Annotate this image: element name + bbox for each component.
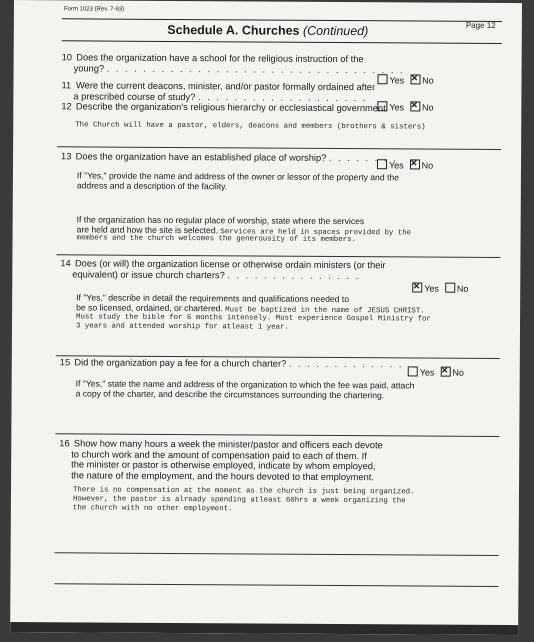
page-number: Page 12: [465, 20, 496, 30]
question-14-answers: [412, 282, 468, 293]
question-11: [61, 80, 501, 104]
schedule-title-suffix: (Continued): [302, 23, 369, 39]
question-text: to church work and the amount of compensation paid to each of them. If: [71, 448, 367, 461]
question-16-response: There is no compensation at the moment as the church is just being organized. However, the pastor is already spending atleast 60hrs a week organizing the the church with no other employment.: [72, 486, 415, 514]
question-14-response-inline: Must be baptized in the name of JESUS CHRIST.: [225, 306, 425, 316]
schedule-title: [14, 22, 522, 39]
question-10: [62, 52, 502, 76]
no-option[interactable]: × No: [440, 367, 464, 378]
question-text: Does (or will) the organization license or otherwise ordain ministers (or their: [74, 258, 386, 271]
question-number: 11: [61, 80, 72, 91]
question-13-response-inline: Services are held in spaces provided by the: [220, 228, 412, 238]
question-14-response: Must study the bible for 6 months intensely. Must experience Gospel Ministry for 3 years and attended worship for atleast 1 year.: [75, 313, 431, 332]
schedule-title-main: Schedule A. Churches: [167, 22, 300, 38]
header-rule: [62, 18, 502, 22]
question-text: Were the current deacons, minister, and/or pastor formally ordained after: [76, 80, 376, 93]
yes-option[interactable]: Yes: [377, 74, 404, 85]
section-rule: [57, 146, 501, 150]
question-15-answers: [408, 366, 464, 377]
question-text: equivalent) or issue church charters?: [72, 268, 225, 280]
yes-option[interactable]: Yes: [408, 366, 435, 377]
question-13-answers: [377, 159, 433, 170]
checkbox[interactable]: [377, 159, 387, 169]
checkbox-checked[interactable]: [412, 282, 422, 292]
scan-edge: [10, 622, 518, 635]
question-15-if-yes: If "Yes," state the name and address of the organization to which the fee was paid, attach a copy of the charter, and describe the circumstances surrounding the chartering.: [75, 378, 415, 401]
question-13-response: members and the church welcomes the generousity of its members.: [76, 234, 356, 245]
question-number: 12: [61, 101, 72, 112]
question-text: Show how many hours a week the minister/pastor and officers each devote: [73, 438, 383, 451]
question-16: [59, 438, 499, 483]
question-14: [60, 258, 500, 282]
question-13-if-no: If the organization has no regular place of worship, state where the services are held and how the site is selected. Services are held in spaces provided by the: [76, 214, 412, 238]
no-option[interactable]: × No: [410, 101, 434, 112]
checkbox[interactable]: [445, 283, 455, 293]
answer-line: [55, 552, 499, 556]
no-option[interactable]: × No: [410, 74, 434, 85]
no-option[interactable]: × No: [410, 159, 434, 170]
question-12: [61, 101, 501, 114]
section-rule: [56, 254, 500, 258]
question-text: the minister or pastor is otherwise employed, indicate by whom employed,: [71, 459, 376, 472]
yes-option[interactable]: Yes: [377, 159, 404, 170]
yes-option[interactable]: ×Yes: [412, 282, 439, 293]
checkbox-checked[interactable]: [410, 159, 420, 169]
leader-dots: . . . . . . . .: [328, 152, 398, 164]
question-number: 10: [61, 52, 73, 63]
yes-option[interactable]: Yes: [377, 101, 404, 112]
question-text: Describe the organization's religious hierarchy or ecclesiastical government.: [75, 101, 389, 114]
leader-dots: . . . . . . . . . . . . .: [288, 358, 404, 370]
checkbox-checked[interactable]: [440, 367, 450, 377]
question-text: a prescribed course of study?: [73, 90, 196, 102]
question-text: young?: [73, 62, 105, 74]
checkbox[interactable]: [408, 366, 418, 376]
no-option[interactable]: No: [445, 283, 469, 294]
form-page: [10, 0, 522, 635]
answer-line: [54, 583, 498, 587]
question-14-if-yes: If "Yes," describe in detail the requirements and qualifications needed to be so licensed, ordained, or chartered. Must be baptized in the name of JESUS CHRIST.: [76, 292, 425, 316]
question-text: Does the organization have a school for the religious instruction of the: [76, 52, 364, 65]
leader-dots: . . . . . . . . . . . . . . . . . . . . . . . . . . . . . . . . .: [106, 63, 405, 75]
question-text: Does the organization have an established place of worship?: [75, 151, 327, 163]
question-12-response: The Church will have a pastor, elders, deacons and members (brothers & sisters): [75, 121, 426, 132]
question-number: 15: [59, 357, 71, 368]
leader-dots: . . . . . . . . . . . . . . .: [227, 269, 361, 281]
question-number: 13: [61, 151, 72, 162]
question-number: 16: [59, 438, 70, 449]
question-13: [61, 151, 501, 164]
question-text: Did the organization pay a fee for a church charter?: [74, 357, 287, 369]
section-rule: [55, 433, 499, 437]
question-number: 14: [60, 258, 71, 269]
question-text: the nature of the employment, and the hours devoted to that employment.: [71, 469, 374, 482]
question-13-if-yes: If "Yes," provide the name and address of the owner or lessor of the property and the address and a description of the facility.: [76, 170, 400, 192]
form-number: Form 1023 (Rev. 7-93): [63, 6, 125, 13]
leader-dots: . . . . . . . . . . . . . . . . . . .: [197, 91, 368, 103]
title-rule: [62, 40, 502, 44]
